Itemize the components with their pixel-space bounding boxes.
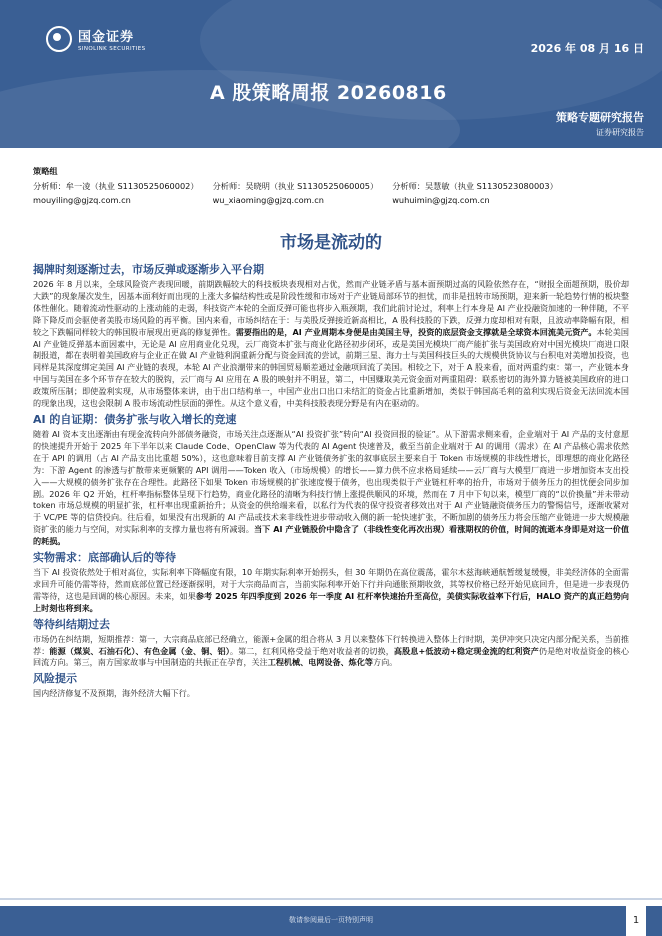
bold-text: 能源（煤炭、石油石化）、有色金属（金、铜、铝）: [49, 645, 230, 656]
author-block: [33, 166, 633, 206]
section-heading: 等待纠结期过去: [33, 617, 110, 631]
page-number: 1: [626, 906, 646, 936]
footer: [0, 906, 662, 936]
body-text: 2026 年 8 月以来，全球风险资产表现回暖，前期跌幅较大的科技板块表现相对占优，然而产业链矛盾与基本面预期过高的风险依然存在，“财报全面超预期，股价却大跌”的现象屡次发生，因基本面利好而出现的上涨大多偏结构性或是阶段性缓和市场对于产业链局部环节的担忧，而非是扭转市场预期，迎来新一轮趋势行情的板块整体性催化。随着流动性驱动的上涨动能的走弱，科技资产本轮的全面反弹可能也将步入瓶颈期，我们此前讨论过，利率上行本身是 AI 产业投融资加速的一种伴随，不平降下降反而会驱使者美股市场风险的再平衡。国内来看，市场纠结在于：与美股反弹接近新高相比，A 股科技股的下跌，反弹力度却相对有限，且波动率降幅有限，相较之下跌幅同样较大的韩国股市展现出更高的修复弹性。: [33, 279, 629, 337]
disclaimer-note[interactable]: 敬请参阅最后一页特别声明: [289, 916, 373, 924]
report-date: 2026 年 08 月 16 日: [530, 42, 644, 55]
logo-name-en: SINOLINK SECURITIES: [78, 46, 146, 52]
section-paragraph: [33, 634, 629, 670]
section: [33, 263, 629, 410]
bold-text: 高股息+低波动+稳定现金流的红利资产: [393, 645, 539, 656]
footer-divider: [0, 898, 662, 900]
body-text: 仍是绝对收益资金的核心回流方向。第三，南方国家故事与中国制造的共振正在孕育，关注: [33, 645, 629, 668]
section: [33, 672, 629, 700]
bold-text: 工程机械、电网设备、炼化等: [267, 657, 373, 668]
section-heading: 实物需求：底部确认后的等待: [33, 551, 176, 565]
analyst: [213, 180, 379, 206]
section-heading: 揭牌时刻逐渐过去，市场反弹或逐渐步入平台期: [33, 263, 264, 276]
body-text: 本轮美国 AI 产业链反弹基本面因素中，无论是 AI 应用商业化兑现，云厂商资本扩张与商业化路径初步闭环，或是美国光模块厂商产能扩张与美国政府对中国光模块厂商进口限制报道，都在表明着美国政府与企业正在做 AI 产业链利润重新分配与资金回流的尝试，前期三星、海力士与美国科技巨头的大规模供货协议与台积电对美增加投资，也同样是其深度绑定美国 AI 产业链的表现，本轮 AI 产业浪潮带来的韩国贸易顺差通过金融项回流了美国。相较之下，对于 A 股来看，面对两重约束：第一，产业链本身中国与美国在多个环节存在较大的脱钩，云厂商与 AI 应用在 A 股的映射并不明显，第二，中国赚取美元资金面对两重阻碍：联系密切的海外算力链被美国政府的进口政策所压制；即使盈利实现，从市场整体来讲，由于出口结构单一，中国产业出口出口未结汇的资金占比重新增加，类似于韩国高毛利的盈利实现后资金无法回流本国的现象出现，这也会限制 A 股市场流动性层面的弹性。从这个意义看，中美科技股表现分野是有内在驱动的。: [33, 326, 629, 409]
logo-name-cn: 国金证券: [78, 30, 135, 45]
section-paragraph: [33, 279, 629, 410]
company-logo: [46, 26, 146, 52]
analyst-name: 分析师：吴晓明（执业 S1130525060005）: [212, 181, 379, 191]
body-text: 当下 AI 投资依然处于相对高位，实际利率下降幅度有限，10 年期实际利率开始拐头，但 30 年期仍在高位震荡，霍尔木兹海峡通航暂缓复缓慢，非美经济体的全面需求回升可能仍需等待，然而底部位置已经逐渐探明，对于大宗商品而言，当前实际利率开始下行并向通胀预期收敛，其等权价格已经开始见底回升，但是进一步表现仍需等待，这也是回调的核心原因。未来，如果: [33, 567, 629, 601]
report-subtype: 证券研究报告: [596, 128, 644, 137]
analyst-email[interactable]: wuhuimin@gjzq.com.cn: [392, 195, 490, 205]
body-text: 方向。: [372, 657, 398, 668]
bold-text: 需要指出的是，AI 产业周期本身便是由美国主导，投资的底层资金支撑就是全球资本回流美元资产。: [235, 326, 597, 337]
section-heading: 风险提示: [33, 672, 77, 686]
section: [33, 618, 629, 670]
section-paragraph: [33, 688, 629, 700]
section-paragraph: [33, 429, 629, 548]
section: [33, 413, 629, 548]
analyst-email[interactable]: mouyiling@gjzq.com.cn: [33, 195, 131, 205]
analyst: [33, 180, 199, 206]
group-label: 策略组: [33, 166, 58, 176]
section-paragraph: [33, 567, 629, 615]
analyst-email[interactable]: wu_xiaoming@gjzq.com.cn: [212, 195, 324, 205]
section-heading: AI 的自证期：债务扩张与收入增长的竞速: [33, 412, 237, 426]
analyst: [392, 180, 558, 206]
body-text: 市场仍在纠结期，短期推荐：第一，大宗商品底部已经确立，能源+金属的组合将从 3 月以来整体下行转换进入整体上行时期，美伊冲突只决定内部分配关系，当前推荐：: [33, 633, 629, 656]
body-text: 。第二，红利风格受益于绝对收益者的切换，: [229, 645, 394, 656]
report-header: [0, 0, 662, 148]
bold-text: 当下 AI 产业链股价中隐含了（非线性变化再次出现）看涨期权的价值，时间的流逝本身即是对这一价值的耗损。: [33, 524, 629, 547]
report-type: 策略专题研究报告: [556, 111, 644, 124]
section: [33, 551, 629, 615]
report-title: A 股策略周报 20260816: [210, 82, 447, 104]
logo-icon: [46, 26, 72, 52]
bold-text: 参考 2025 年四季度到 2026 年一季度 AI 杠杆率快速抬升至高位，美债实际收益率下行后，HALO 资产的真正趋势向上时刻也将到来。: [33, 590, 629, 613]
report-body: [33, 262, 629, 703]
body-text: 国内经济修复不及预期，海外经济大幅下行。: [33, 688, 195, 699]
main-title: 市场是流动的: [280, 233, 382, 253]
analyst-name: 分析师：牟一凌（执业 S1130525060002）: [33, 181, 199, 191]
body-text: 随着 AI 资本支出逐渐由有现金流转向外部债务融资，市场关注点逐渐从“AI 投资扩张”转向“AI 投资回报的验证”。从下游需求侧来看，企业端对于 AI 产品的支付意愿的快速提升开始于 2025 年下半年以来 Claude Code、OpenClaw 等为代表的 AI Agent 快速普及，截至当前企业端对于 AI 的调用（需求）在 AI 产品核心需求依然在于 API 的调用（占 AI 产品支出比重超 50%），这也意味着目前支撑 AI 产业链债务扩张的叙事底层主要来自于 Token 市场规模的非线性增长，即理想的商业化路径为：下游 Agent 的渗透与扩散带来更频繁的 API 调用——Token 收入（市场规模）的增长——算力供不应求格局延续——云厂商与大模型厂商进一步增加资本支出投入——大规模的债务扩张存在合理性。此路径下如果 Token 市场规模的扩张速度慢于债务，也出现类似于产业链杠杆率的抬升，市场对于债务压力的担忧便会同步加剧。2026 年 Q2 开始，杠杆率指标整体呈现下行趋势，商业化路径的清晰为科技行情上涨提供顺风的环境，然而在 7 月中下旬以来，模型厂商的“以价换量”并未带动 token 市场总规模的明显扩张，杠杆率出现重新抬升；从资金的供给端来看，以私行为代表的保守投资者移效出对于 AI 产业链融资债务压力的警惕信号，逐渐收紧对于 VC/PE 等的信贷投向。往后看，如果没有出现新的 AI 产品或技术来非线性进步带动收入侧的新一轮快速扩张，不断加剧的债务压力将会压缩产业链进一步大规模融资扩张的能力与空间，对实际利率的支撑力量也将有所减弱。: [33, 428, 629, 535]
analyst-name: 分析师：吴慧敏（执业 S1130523080003）: [392, 181, 558, 191]
